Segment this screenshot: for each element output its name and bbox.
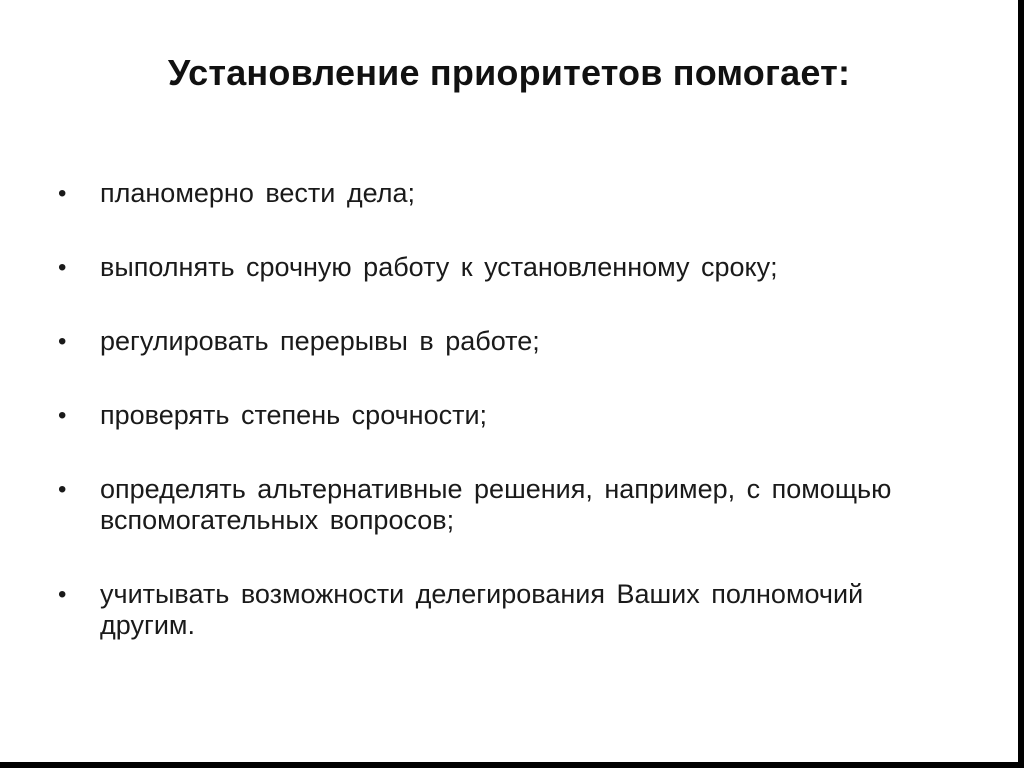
list-item-text: планомерно вести дела; (100, 178, 415, 208)
frame-border-bottom (0, 762, 1024, 768)
bullet-icon: • (58, 328, 67, 355)
bullet-icon: • (58, 180, 67, 207)
list-item (58, 326, 958, 357)
bullet-icon: • (58, 402, 67, 429)
list-item (58, 400, 958, 431)
bullet-list (58, 178, 958, 684)
bullet-icon: • (58, 476, 67, 503)
list-item (58, 178, 958, 209)
list-item (58, 474, 958, 536)
frame-border-right (1018, 0, 1024, 768)
slide-title: Установление приоритетов помогает: (167, 52, 851, 93)
list-item-text: регулировать перерывы в работе; (100, 326, 540, 356)
list-item-text: учитывать возможности делегирования Ваших полномочий другим. (100, 579, 864, 640)
list-item (58, 579, 958, 641)
list-item-text: проверять степень срочности; (100, 400, 488, 430)
list-item-text: выполнять срочную работу к установленному сроку; (100, 252, 778, 282)
bullet-icon: • (58, 581, 67, 608)
bullet-icon: • (58, 254, 67, 281)
list-item-text: определять альтернативные решения, например, с помощью вспомогательных вопросов; (100, 474, 892, 535)
list-item (58, 252, 958, 283)
